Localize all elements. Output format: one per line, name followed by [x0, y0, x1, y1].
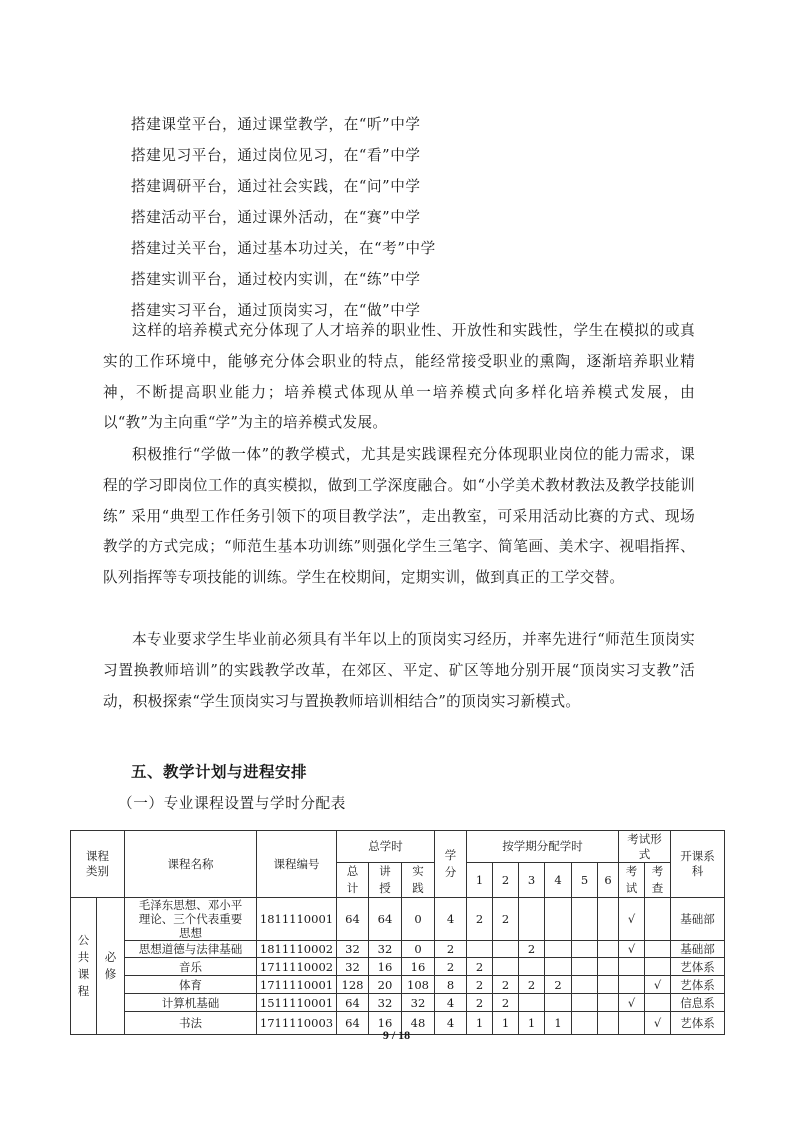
- semester-2-hours: [493, 958, 519, 976]
- semester-5-hours: [572, 976, 598, 994]
- hours-total: 32: [337, 941, 369, 958]
- header-semester-1: 1: [467, 863, 493, 898]
- header-semester-6: 6: [598, 863, 619, 898]
- semester-3-hours: [519, 958, 545, 976]
- department: 基础部: [671, 898, 725, 941]
- credits: 2: [435, 958, 467, 976]
- course-name: 思想道德与法律基础: [125, 941, 257, 958]
- paragraph-internship: 本专业要求学生毕业前必须具有半年以上的顶岗实习经历，并率先进行“师范生顶岗实习置换教师培训”的实践教学改革，在郊区、平定、矿区等地分别开展“顶岗实习支教”活动，积极探索“学生顶岗实习与置换教师培训相结合”的顶岗实习新模式。: [103, 631, 695, 710]
- semester-3-hours: 2: [519, 941, 545, 958]
- course-code: 1711110001: [257, 976, 337, 994]
- header-department: 开课系科: [671, 831, 725, 898]
- hours-total: 128: [337, 976, 369, 994]
- hours-practice: 16: [402, 958, 435, 976]
- semester-2-hours: 2: [493, 994, 519, 1012]
- credits: 4: [435, 898, 467, 941]
- list-line: 搭建见习平台，通过岗位见习，在“看”中学: [131, 147, 421, 164]
- page-number: 9 / 18: [382, 1028, 411, 1042]
- course-code: 1711110002: [257, 958, 337, 976]
- hours-total: 64: [337, 994, 369, 1012]
- semester-6-hours: [598, 941, 619, 958]
- course-name: 体育: [125, 976, 257, 994]
- semester-4-hours: [545, 958, 572, 976]
- hours-total: 32: [337, 958, 369, 976]
- list-line: 搭建课堂平台，通过课堂教学，在“听”中学: [131, 116, 421, 133]
- header-lecture: 讲授: [369, 863, 402, 898]
- list-line: 搭建实习平台，通过顶岗实习，在“做”中学: [131, 302, 421, 319]
- semester-6-hours: [598, 898, 619, 941]
- course-code: 1811110002: [257, 941, 337, 958]
- semester-2-hours: 1: [493, 1012, 519, 1035]
- hours-lecture: 16: [369, 958, 402, 976]
- check-mark: √: [645, 1012, 671, 1035]
- department: 艺体系: [671, 976, 725, 994]
- hours-lecture: 16: [369, 1012, 402, 1035]
- header-check: 考查: [645, 863, 671, 898]
- semester-4-hours: [545, 898, 572, 941]
- department: 信息系: [671, 994, 725, 1012]
- category-sub: 必修: [97, 898, 125, 1035]
- hours-lecture: 32: [369, 941, 402, 958]
- paragraph-training-mode: 这样的培养模式充分体现了人才培养的职业性、开放性和实践性，学生在模拟的或真实的工作环境中，能够充分体会职业的特点，能经常接受职业的熏陶，逐渐培养职业精神，不断提高职业能力；培养模式体现从单一培养模式向多样化培养模式发展，由以“教”为主向重“学”为主的培养模式发展。: [103, 322, 695, 432]
- credits: 4: [435, 1012, 467, 1035]
- hours-practice: 48: [402, 1012, 435, 1035]
- exam-mark: √: [619, 898, 645, 941]
- course-name: 毛泽东思想、邓小平理论、三个代表重要思想: [125, 898, 257, 941]
- check-mark: [645, 941, 671, 958]
- semester-4-hours: [545, 994, 572, 1012]
- exam-mark: [619, 976, 645, 994]
- semester-2-hours: [493, 941, 519, 958]
- header-total-hours: 总学时: [337, 831, 435, 863]
- hours-lecture: 64: [369, 898, 402, 941]
- table-row: [71, 941, 725, 958]
- list-line: 搭建活动平台，通过课外活动，在“赛”中学: [131, 209, 421, 226]
- semester-3-hours: [519, 994, 545, 1012]
- exam-mark: [619, 958, 645, 976]
- hours-total: 64: [337, 898, 369, 941]
- header-exam: 考试: [619, 863, 645, 898]
- semester-6-hours: [598, 958, 619, 976]
- semester-3-hours: 2: [519, 976, 545, 994]
- course-code: 1711110003: [257, 1012, 337, 1035]
- course-name: 书法: [125, 1012, 257, 1035]
- table-row: [71, 994, 725, 1012]
- semester-4-hours: 1: [545, 1012, 572, 1035]
- list-line: 搭建实训平台，通过校内实训，在“练”中学: [131, 271, 421, 288]
- semester-1-hours: 2: [467, 958, 493, 976]
- hours-practice: 32: [402, 994, 435, 1012]
- semester-3-hours: 1: [519, 1012, 545, 1035]
- department: 艺体系: [671, 958, 725, 976]
- credits: 8: [435, 976, 467, 994]
- semester-2-hours: 2: [493, 976, 519, 994]
- header-semester-4: 4: [545, 863, 572, 898]
- header-practice: 实践: [402, 863, 435, 898]
- course-code: 1511110001: [257, 994, 337, 1012]
- category-main: 公共课程: [71, 898, 97, 1035]
- list-line: 搭建过关平台，通过基本功过关，在“考”中学: [131, 240, 436, 257]
- semester-5-hours: [572, 958, 598, 976]
- table-row: [71, 976, 725, 994]
- hours-lecture: 32: [369, 994, 402, 1012]
- header-semester-5: 5: [572, 863, 598, 898]
- course-table: [70, 830, 725, 1035]
- semester-6-hours: [598, 976, 619, 994]
- course-name: 音乐: [125, 958, 257, 976]
- hours-practice: 108: [402, 976, 435, 994]
- check-mark: [645, 958, 671, 976]
- semester-3-hours: [519, 898, 545, 941]
- hours-lecture: 20: [369, 976, 402, 994]
- header-semester-2: 2: [493, 863, 519, 898]
- exam-mark: √: [619, 941, 645, 958]
- course-name: 计算机基础: [125, 994, 257, 1012]
- semester-5-hours: [572, 994, 598, 1012]
- department: 基础部: [671, 941, 725, 958]
- header-credits: 学分: [435, 831, 467, 898]
- exam-mark: √: [619, 994, 645, 1012]
- hours-practice: 0: [402, 941, 435, 958]
- semester-6-hours: [598, 994, 619, 1012]
- department: 艺体系: [671, 1012, 725, 1035]
- credits: 2: [435, 941, 467, 958]
- table-row: [71, 958, 725, 976]
- semester-4-hours: 2: [545, 976, 572, 994]
- check-mark: √: [645, 976, 671, 994]
- header-course-code: 课程编号: [257, 831, 337, 898]
- semester-1-hours: 2: [467, 994, 493, 1012]
- semester-5-hours: [572, 898, 598, 941]
- header-semester-3: 3: [519, 863, 545, 898]
- header-total: 总计: [337, 863, 369, 898]
- hours-total: 64: [337, 1012, 369, 1035]
- semester-1-hours: [467, 941, 493, 958]
- semester-1-hours: 2: [467, 898, 493, 941]
- check-mark: [645, 994, 671, 1012]
- table-row: [71, 898, 725, 941]
- subsection-heading: （一）专业课程设置与学时分配表: [118, 795, 346, 812]
- credits: 4: [435, 994, 467, 1012]
- semester-1-hours: 2: [467, 976, 493, 994]
- section-heading: 五、教学计划与进程安排: [131, 763, 308, 781]
- header-exam-form: 考试形式: [619, 831, 671, 863]
- hours-practice: 0: [402, 898, 435, 941]
- paragraph-learn-do: 积极推行“学做一体”的教学模式，尤其是实践课程充分体现职业岗位的能力需求，课程的学习即岗位工作的真实模拟，做到工学深度融合。如“小学美术教材教法及教学技能训练” 采用“典型工作任务引领下的项目教学法”，走出教室，可采用活动比赛的方式、现场教学的方式完成；“师范生基本功训练”则强化学生三笔字、简笔画、美术字、视唱指挥、队列指挥等专项技能的训练。学生在校期间，定期实训，做到真正的工学交替。: [103, 446, 695, 587]
- list-line: 搭建调研平台，通过社会实践，在“问”中学: [131, 178, 421, 195]
- semester-5-hours: [572, 941, 598, 958]
- header-category: 课程类别: [71, 831, 125, 898]
- check-mark: [645, 898, 671, 941]
- course-code: 1811110001: [257, 898, 337, 941]
- header-semester-hours: 按学期分配学时: [467, 831, 619, 863]
- semester-4-hours: [545, 941, 572, 958]
- semester-1-hours: 1: [467, 1012, 493, 1035]
- semester-2-hours: 2: [493, 898, 519, 941]
- header-course-name: 课程名称: [125, 831, 257, 898]
